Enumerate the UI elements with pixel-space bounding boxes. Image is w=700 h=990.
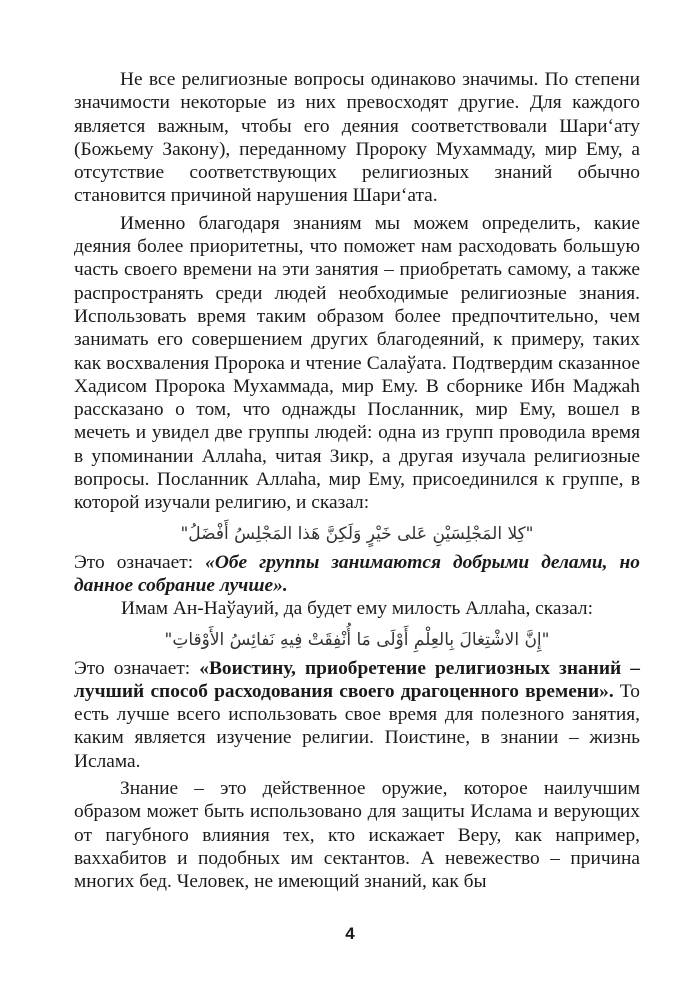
translation-2: [74, 657, 640, 773]
document-body: [74, 68, 640, 894]
page-number: 4: [345, 924, 355, 943]
arabic-quote-2: "إِنَّ الاشْتِغالَ بِالعِلْمِ أَوْلَى مَا أُنْفِقَتْ فِيهِ نَفائِسُ الأَوْقاتِ": [164, 629, 550, 650]
translation-1: [74, 551, 640, 598]
translation-2-text: «Воистину, приобретение религиозных знаний – лучший способ расходования своего драгоценного времени».: [74, 657, 640, 702]
arabic-quote-1: "كِلا المَجْلِسَيْنِ عَلى خَيْرٍ وَلَكِنَّ هَذا المَجْلِسُ أَفْضَلُ": [180, 523, 534, 544]
paragraph-3: Знание – это действенное оружие, которое наилучшим образом может быть использовано для защиты Ислама и верующих от пагубного влияния тех, кто искажает Веру, как например, ваххабитов и подобных им сектантов. А невежество – причина многих бед. Человек, не имеющий знаний, как бы: [74, 778, 640, 893]
translation-2-rest: То есть лучше всего использовать свое время для полезного занятия, каким является изучение религии. Поистине, в знании – жизнь Ислама.: [74, 680, 640, 772]
paragraph-2: Именно благодаря знаниям мы можем определить, какие деяния более приоритетны, что поможет нам расходовать большую часть своего времени на эти занятия – приобретать самому, а также распространять среди людей необходимые религиозные знания. Использовать время таким образом более предпочтительно, чем занимать его совершением других благодеяний, к примеру, таких как восхваления Пророка и чтение Салаўата. Подтвердим сказанное Хадисом Пророка Мухаммада, мир Ему. В сборнике Ибн Маджаh рассказано о том, что однажды Посланник, мир Ему, вошел в мечеть и увидел две группы людей: одна из групп проводила время в упоминании Аллаhа, читая Зикр, а другая изучала религиозные вопросы. Посланник Аллаhа, мир Ему, присоединился к группе, в которой изучали религию, и сказал:: [74, 212, 640, 514]
translation-2-prefix: Это означает:: [74, 657, 200, 679]
paragraph-1: Не все религиозные вопросы одинаково значимы. По степени значимости некоторые из них превосходят другие. Для каждого является важным, чтобы его деяния соответствовали Шари‘ату (Божьему Закону), переданному Пророку Мухаммаду, мир Ему, а отсутствие соответствующих религиозных знаний обычно становится причиной нарушения Шари‘ата.: [74, 69, 640, 207]
imam-line: Имам Ан-Наўауий, да будет ему милость Аллаhа, сказал:: [121, 598, 593, 620]
translation-1-prefix: Это означает:: [74, 551, 206, 573]
translation-1-text: «Обе группы занимаются добрыми делами, но данное собрание лучше».: [74, 551, 640, 596]
